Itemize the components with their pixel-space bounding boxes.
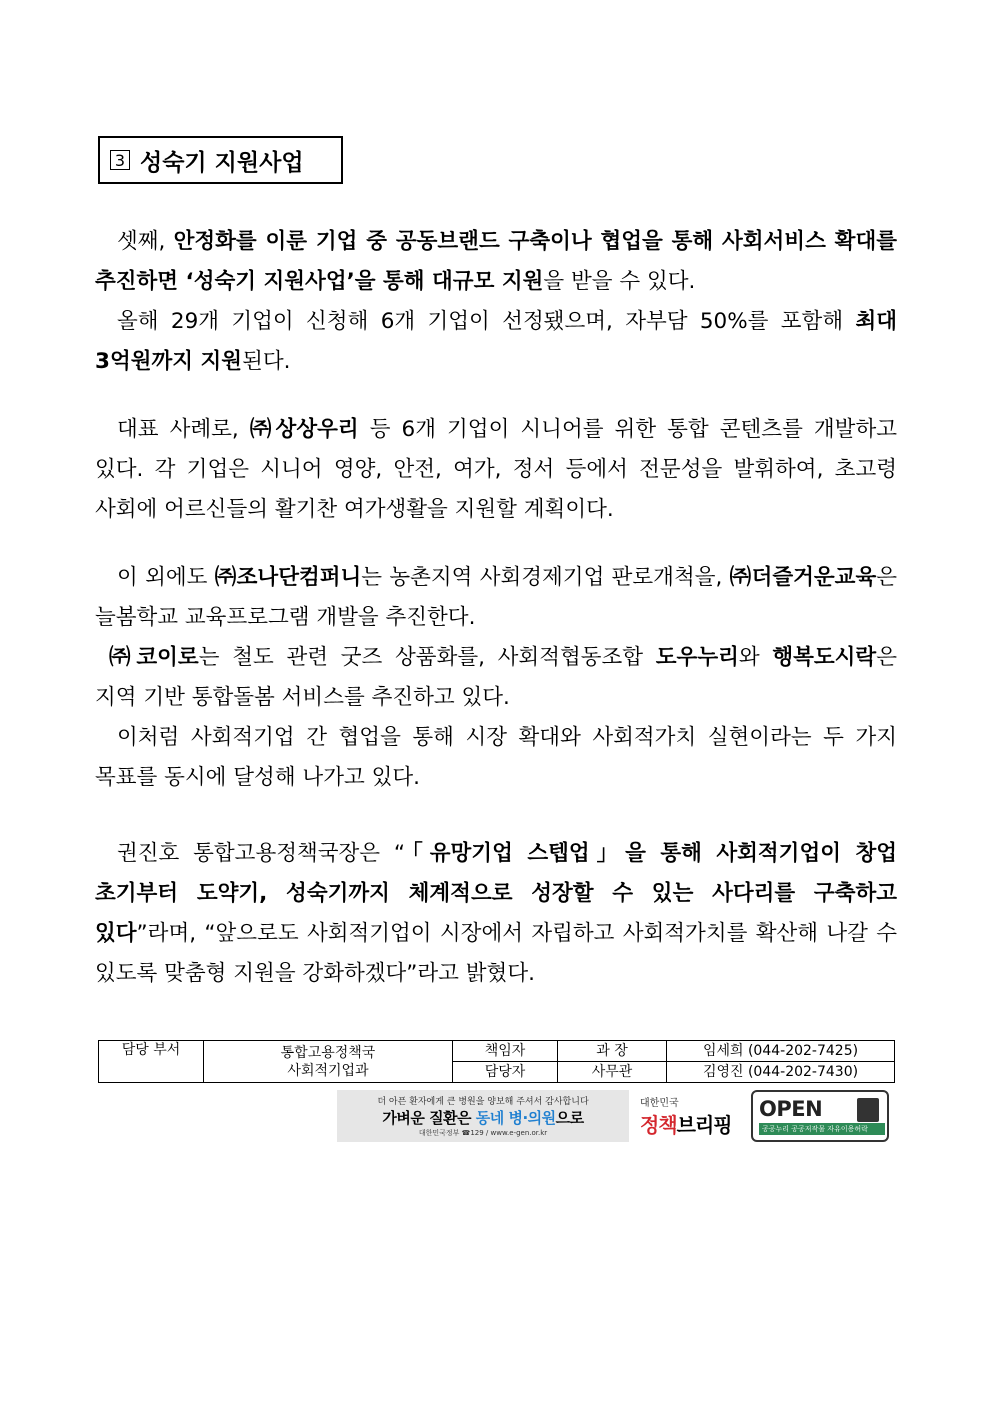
paragraph-5 bbox=[95, 638, 897, 718]
policy-logo-a: 정책 bbox=[640, 1113, 677, 1137]
text: 는 농촌지역 사회경제기업 판로개척을, bbox=[361, 565, 730, 590]
banner-main-text bbox=[382, 1107, 583, 1128]
policy-logo-small: 대한민국 bbox=[640, 1098, 679, 1109]
bold-text: 최대 3억원까지 지원 bbox=[95, 309, 897, 374]
text: 이 외에도 bbox=[117, 565, 215, 590]
dept-name bbox=[204, 1041, 453, 1083]
bold-text: ㈜더즐거운교육 bbox=[729, 565, 877, 590]
open-word: OPEN bbox=[759, 1097, 823, 1121]
contact-cell: 임세희 (044-202-7425) bbox=[667, 1041, 895, 1062]
bold-text: 도우누리 bbox=[655, 645, 739, 670]
paragraph-3-block bbox=[95, 410, 897, 530]
bold-text: 「유망기업 스텝업」을 통해 사회적기업이 창업 초기부터 도약기, 성숙기까지 체계적으로 성장할 수 있는 사다리를 구축하고 있다 bbox=[95, 841, 897, 946]
title-cell: 사무관 bbox=[558, 1062, 667, 1083]
section-title: 성숙기 지원사업 bbox=[140, 149, 304, 176]
paragraph-6 bbox=[95, 718, 897, 798]
text: 권진호 통합고용정책국장은 “ bbox=[117, 841, 406, 866]
banner-bottom-text: 대한민국정부 ☎129 / www.e-gen.or.kr bbox=[418, 1129, 548, 1137]
text: 을 받을 수 있다. bbox=[543, 269, 696, 294]
bold-text: ㈜상상우리 bbox=[249, 417, 359, 442]
table-row bbox=[99, 1041, 895, 1062]
text: 올해 29개 기업이 신청해 6개 기업이 선정됐으며, 자부담 50%를 포함해 bbox=[117, 309, 856, 334]
contact-cell: 김영진 (044-202-7430) bbox=[667, 1062, 895, 1083]
text: 와 bbox=[738, 645, 773, 670]
policy-logo-big bbox=[640, 1109, 748, 1138]
contact-table bbox=[98, 1040, 895, 1083]
paragraph-2 bbox=[95, 302, 897, 382]
text: 는 철도 관련 굿즈 상품화를, 사회적협동조합 bbox=[198, 645, 656, 670]
bold-text: ㈜조나단컴퍼니 bbox=[214, 565, 362, 590]
text: 된다. bbox=[242, 349, 291, 374]
open-sub-text: 공공누리 공공저작물 자유이용허락 bbox=[759, 1123, 885, 1135]
text: 등 6개 기업이 시니어를 위한 통합 콘텐츠를 개발하고 있다. 각 기업은 시니어 영양, 안전, 여가, 정서 등에서 전문성을 발휘하여, 초고령 사회에 어르신들의 활기찬 여가생활을 지원할 계획이다. bbox=[95, 417, 897, 522]
dept-line-2: 사회적기업과 bbox=[287, 1062, 369, 1079]
person-icon bbox=[857, 1098, 879, 1122]
bold-text: ㈜코이로 bbox=[109, 645, 199, 670]
paragraph-7-block bbox=[95, 834, 897, 994]
section-heading bbox=[98, 136, 343, 184]
bold-text: 행복도시락 bbox=[772, 645, 877, 670]
text: ”라며, “앞으로도 사회적기업이 시장에서 자립하고 사회적가치를 확산해 나갈 수 있도록 맞춤형 지원을 강화하겠다”라고 밝혔다. bbox=[95, 921, 897, 986]
banner-main-a: 가벼운 질환은 bbox=[382, 1109, 476, 1127]
paragraph-1 bbox=[95, 222, 897, 302]
policy-logo-b: 브리핑 bbox=[676, 1113, 732, 1137]
text: 이처럼 사회적기업 간 협업을 통해 시장 확대와 사회적가치 실현이라는 두 가지 목표를 동시에 달성해 나가고 있다. bbox=[95, 725, 897, 790]
campaign-banner[interactable] bbox=[337, 1090, 629, 1142]
banner-top-text: 더 아픈 환자에게 큰 병원을 양보해 주셔서 감사합니다 bbox=[377, 1097, 589, 1107]
section-number: 3 bbox=[110, 150, 130, 170]
title-cell: 과 장 bbox=[558, 1041, 667, 1062]
banner-main-b: 동네 병·의원 bbox=[475, 1109, 556, 1127]
text: 은 늘봄학교 교육프로그램 개발을 추진한다. bbox=[95, 565, 898, 630]
banner-main-c: 으로 bbox=[555, 1109, 584, 1127]
text: 대표 사례로, bbox=[117, 417, 250, 442]
paragraph-4-block bbox=[95, 558, 897, 798]
dept-label: 담당 부서 bbox=[99, 1041, 204, 1083]
text: 셋째, bbox=[117, 229, 174, 254]
paragraph-4 bbox=[95, 558, 897, 638]
role-cell: 책임자 bbox=[453, 1041, 558, 1062]
paragraph-3 bbox=[95, 410, 897, 530]
paragraph-1-block bbox=[95, 222, 897, 382]
paragraph-7 bbox=[95, 834, 897, 994]
dept-line-1: 통합고용정책국 bbox=[280, 1044, 376, 1061]
text: 은 지역 기반 통합돌봄 서비스를 추진하고 있다. bbox=[95, 645, 897, 710]
bold-text: 안정화를 이룬 기업 중 공동브랜드 구축이나 협업을 통해 사회서비스 확대를 추진하면 ‘성숙기 지원사업’을 통해 대규모 지원 bbox=[95, 229, 897, 294]
policy-briefing-logo[interactable] bbox=[640, 1090, 748, 1142]
open-license-logo[interactable] bbox=[751, 1090, 889, 1142]
role-cell: 담당자 bbox=[453, 1062, 558, 1083]
